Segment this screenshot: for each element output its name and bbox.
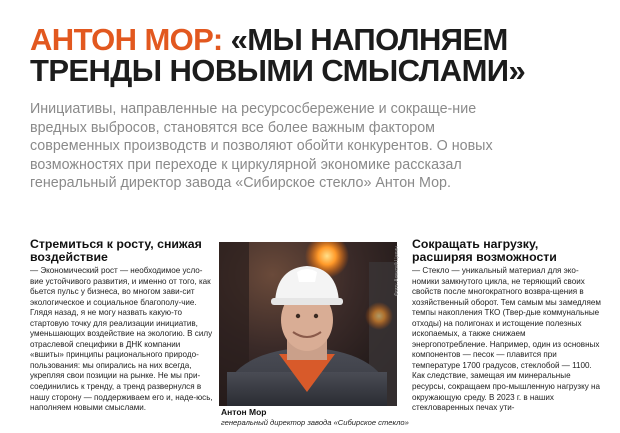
left-heading: Стремиться к росту, снижая воздействие bbox=[30, 237, 202, 264]
title-rest: «МЫ НАПОЛНЯЕМ ТРЕНДЫ НОВЫМИ СМЫСЛАМИ» bbox=[30, 22, 526, 88]
caption-role: генеральный директор завода «Сибирское стекло» bbox=[221, 418, 409, 427]
left-column bbox=[30, 238, 215, 414]
right-body: — Стекло — уникальный материал для эко-номики замкнутого цикла, не теряющий своих свойств после многократного возвра-щения в хозяйственный оборот. Тем самым мы замедляем темпы накопления ТКО (Твер-дые коммунальные отходы) на полигонах и истощение полезных ископаемых, а также снижаем энергопотребление. Например, один из основных компонентов — песок — плавится при температуре 1700 градусов, стеклобой — 1100. Как следствие, замещая им минеральные ресурсы, сокращаем про-мышленную нагрузку на окружающую среду. В 2023 г. в наших стекловаренных печах ути- bbox=[412, 266, 601, 413]
title-accent: АНТОН МОР: bbox=[30, 22, 223, 57]
photo-credit: Фото: Алексей Цилин bbox=[394, 246, 400, 296]
article-title bbox=[30, 24, 600, 86]
portrait-photo bbox=[219, 242, 397, 406]
right-heading: Сокращать нагрузку, расширяя возможности bbox=[412, 237, 557, 264]
caption-name: Антон Мор bbox=[221, 407, 267, 417]
article-lead: Инициативы, направленные на ресурсосбережение и сокраще-ние вредных выбросов, становятся все более важным фактором современных производств и позволяют обойти конкурентов. О новых возможностях при переходе к циркулярной экономике рассказал генеральный директор завода «Сибирское стекло» Антон Мор. bbox=[30, 101, 493, 191]
left-body: — Экономический рост — необходимое усло-вие устойчивого развития, и именно от того, как бьется пульс у бизнеса, во многом зави-сит экологическое и социальное благополу-чие. Глядя назад, я не могу назвать какую-то стартовую точку для реализации инициатив, уменьшающих воздействие на экологию. В силу отраслевой специфики в ДНК компании «вшиты» принципы рационального природо-пользования: мы опирались на них всегда, укрепляя свои позиции на рынке. Не мы при-соединились к тренду, а тренд развернулся в нашу сторону — поддерживаем его и, наде-юсь, наполняем новыми смыслами. bbox=[30, 266, 213, 413]
right-column bbox=[412, 238, 602, 414]
